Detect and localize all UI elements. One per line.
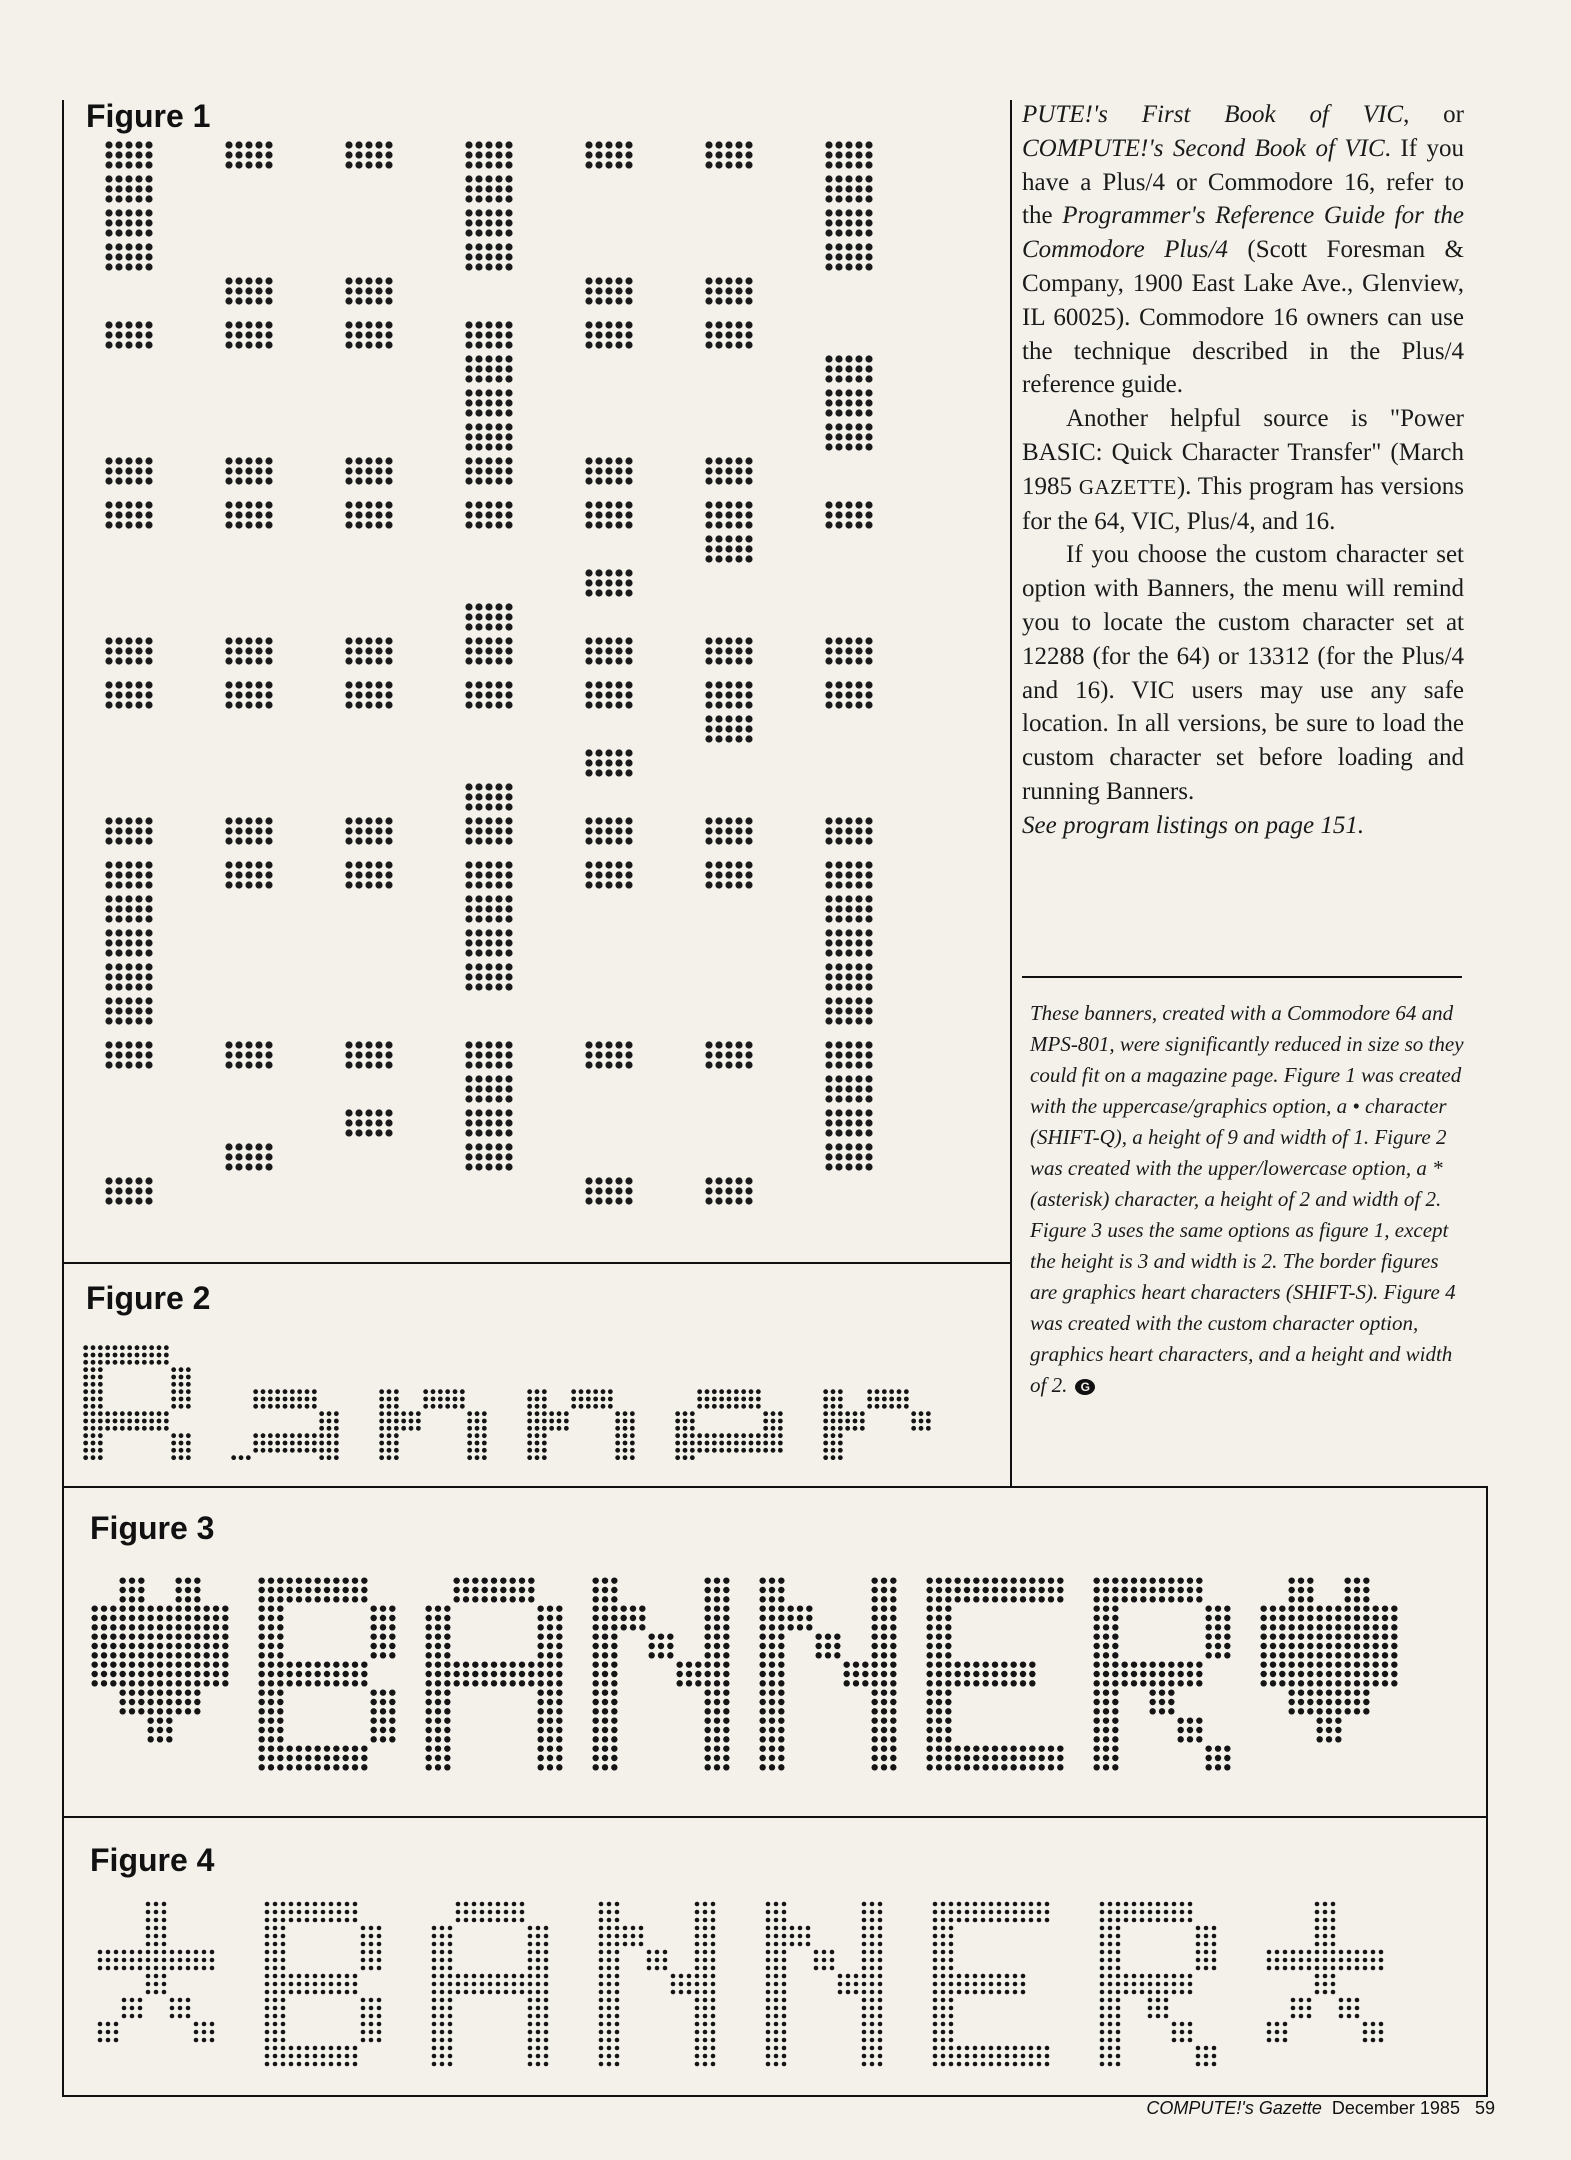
figure2-banner-lowercase [82, 1340, 982, 1460]
listing-note-text: See program listings on page 151. [1022, 811, 1365, 839]
fig1-rotated-text [105, 141, 872, 1204]
figure3-label: Figure 3 [90, 1510, 215, 1546]
fig4-letter-N [599, 1902, 716, 2067]
paragraph-3: If you choose the custom character set option with Banners, the menu will remind you to locate the custom character set at 12288 (for the 64) or 13312 (for the Plus/4 and 16). VIC users may use any safe location. In all versions, be sure to load the custom character set before loading and running Banners. [1022, 541, 1464, 805]
fig4-letter-E [933, 1902, 1050, 2067]
figure1-vertical-banner [100, 140, 990, 1240]
fig1-letter-A [105, 321, 872, 484]
fig4-letter-R [1100, 1902, 1217, 2067]
fig3-letter-N [759, 1577, 896, 1770]
figure1-bottom-rule [62, 1262, 1012, 1264]
figure4-banner-custom [96, 1896, 1476, 2076]
fig4-letter-N [766, 1902, 883, 2067]
figure2-label: Figure 2 [86, 1280, 211, 1316]
fig1-letter-N [105, 681, 872, 844]
paragraph-2 [1022, 402, 1464, 538]
fig4-letter-B [265, 1902, 382, 2067]
fig2-letter-B [83, 1345, 190, 1460]
page-footer [1146, 2098, 1495, 2119]
fig1-letter-E [105, 861, 872, 1024]
fig3-letter-A [425, 1577, 562, 1770]
figure3-bottom-rule [62, 1816, 1488, 1818]
fig3-letter-B [258, 1577, 395, 1770]
figure4-label: Figure 4 [90, 1842, 215, 1878]
fig4-letter-A [432, 1902, 549, 2067]
gazette-smallcaps: GAZETTE [1078, 474, 1177, 499]
paragraph-1 [1022, 98, 1464, 402]
figure1-left-border [62, 100, 64, 2095]
fig3-letter-N [592, 1577, 729, 1770]
figure4-bottom-rule [62, 2095, 1488, 2097]
text-run: (Scott Foresman & Company, 1900 East Lake Ave., Glenview, IL 60025). Commodore 16 owners can use the technique described in the Plus/4 reference guide. [1022, 236, 1465, 399]
fig2-letter-n [527, 1389, 634, 1460]
fig2-letter-r [823, 1389, 930, 1460]
figure3-banner-hearts [90, 1570, 1470, 1780]
footer-issue: December 1985 [1331, 2098, 1460, 2118]
caption-text: These banners, created with a Commodore 64 and MPS-801, were significantly reduced in size so they could fit on a magazine page. Figure 1 was created with the uppercase/graphics option, a • character (SHIFT-Q), a height of 9 and width of 1. Figure 2 was created with the upper/lowercase option, a * (asterisk) character, a height of 2 and width of 2. Figure 3 uses the same options as figure 1, except the height is 3 and width is 2. The border figures are graphics heart characters (SHIFT-S). Figure 4 was created with the custom character option, graphics heart characters, and a height and width of 2. [1030, 1001, 1464, 1397]
caption-rule [1022, 976, 1462, 978]
book-title-3: Programmer's Reference Guide for the Commodore Plus/4 [1022, 202, 1465, 264]
frame-right-border [1486, 1486, 1488, 2095]
fig3-letter-R [1093, 1577, 1230, 1770]
column-divider [1010, 100, 1012, 1488]
text-run: Another helpful source is "Power BASIC: Quick Character Transfer" (March 1985 [1022, 405, 1464, 500]
fig2-letter-n [379, 1389, 486, 1460]
fig3-heart-icon [91, 1577, 228, 1742]
text-run: . If you have a Plus/4 or Commodore 16, refer to the [1022, 134, 1464, 230]
fig1-letter-R [105, 1041, 872, 1204]
fig1-letter-B [105, 141, 872, 304]
fig1-letter-N [105, 501, 872, 664]
fig4-custom-glyph-icon [98, 1902, 215, 2043]
text-run: , or [1403, 101, 1465, 128]
fig3-letter-E [926, 1577, 1063, 1770]
program-listing-note [1022, 809, 1464, 843]
fig2-letter-e [675, 1389, 782, 1460]
book-title-1: PUTE!'s First Book of VIC [1022, 101, 1404, 128]
article-column [1022, 98, 1464, 843]
figure1-label: Figure 1 [86, 98, 211, 134]
book-title-2: COMPUTE!'s Second Book of VIC [1022, 134, 1385, 162]
footer-page-number: 59 [1474, 2098, 1495, 2118]
fig2-letter-a [231, 1389, 338, 1460]
figure2-bottom-rule [62, 1486, 1488, 1488]
footer-publication: COMPUTE!'s Gazette [1146, 2098, 1322, 2118]
text-run: ). This program has versions for the 64, VIC, Plus/4, and 16. [1022, 472, 1464, 535]
fig3-heart-icon [1260, 1577, 1397, 1742]
figure-caption [1030, 998, 1468, 1401]
fig4-custom-glyph-icon [1267, 1902, 1384, 2043]
gazette-logo-icon: G [1075, 1379, 1095, 1395]
